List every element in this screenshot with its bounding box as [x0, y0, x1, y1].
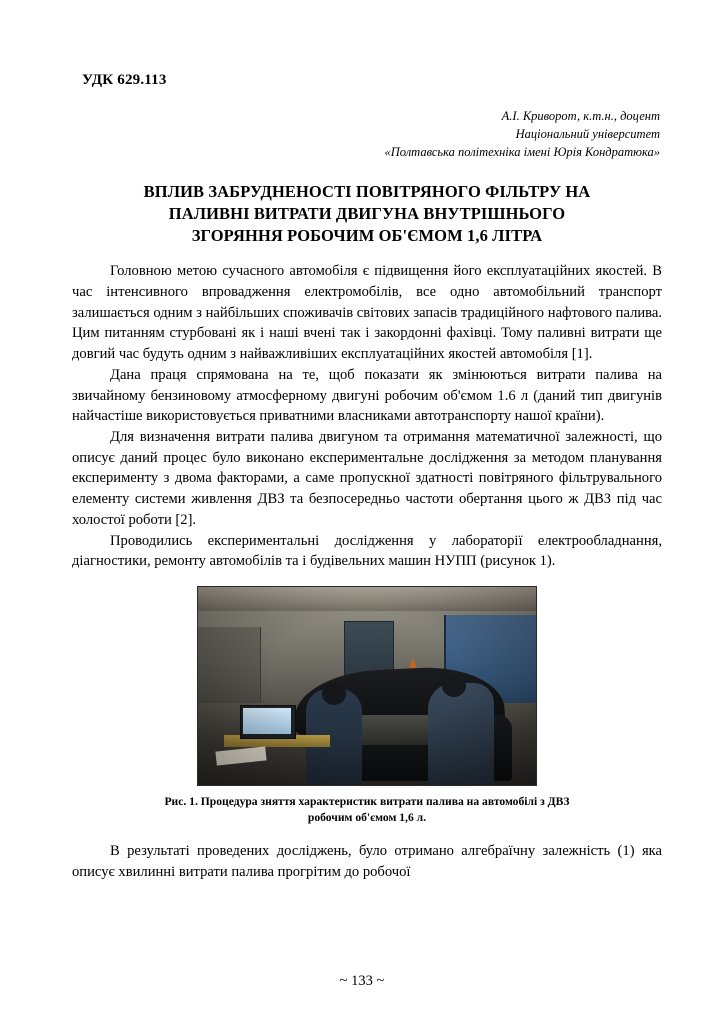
figure-1 — [164, 586, 570, 825]
title-line-1: ВПЛИВ ЗАБРУДНЕНОСТІ ПОВІТРЯНОГО ФІЛЬТРУ НА — [143, 182, 591, 202]
paragraph-1: Головною метою сучасного автомобіля є підвищення його експлуатаційних якостей. В час інтенсивного впровадження електромобілів, все одно автомобільний транспорт залишається одним з найбільших споживачів світових запасів традиційного нафтового палива. Цим питанням стурбовані як і наші вчені так і закордонні фахівці. Тому паливні витрати ще довгий час будуть одним з найважливіших експлуатаційних якостей автомобіля [1]. — [72, 263, 662, 363]
figure-image — [197, 586, 537, 786]
udk-code: УДК 629.113 — [82, 72, 167, 88]
author-affiliation-line-2: «Полтавська політехніка імені Юрія Кондратюка» — [384, 145, 660, 160]
paragraph-2: Дана праця спрямована на те, щоб показати як змінюються витрати палива на звичайному бензиновому атмосферному двигуні робочим об'ємом 1.6 л (даний тип двигунів найчастіше використовується приватними власниками автотранспорту нашої країни). — [72, 366, 662, 425]
author-name: А.І. Криворот, к.т.н., доцент — [501, 109, 660, 123]
figure-caption-line-1: Рис. 1. Процедура зняття характеристик витрати палива на автомобілі з ДВЗ — [164, 794, 570, 808]
paragraph-4: Проводились експериментальні дослідження у лабораторії електрообладнання, діагностики, ремонту автомобілів та і будівельних машин НУПП (рисунок 1). — [72, 532, 662, 570]
body-text-after-figure — [72, 841, 662, 882]
page-number: ~ 133 ~ — [339, 973, 385, 989]
author-affiliation-line-1: Національний університет — [515, 127, 660, 142]
author-block — [72, 107, 660, 161]
page-title — [78, 181, 656, 247]
figure-caption — [117, 794, 617, 825]
title-line-2: ПАЛИВНІ ВИТРАТИ ДВИГУНА ВНУТРІШНЬОГО — [168, 204, 566, 224]
photo-vignette — [198, 587, 536, 785]
paragraph-3: Для визначення витрати палива двигуном та отримання математичної залежності, що описує даний процес було виконано експериментальне дослідження за методом планування експерименту з двома факторами, а саме пропускної здатності повітряного фільтрувального елементу системи живлення ДВЗ та безпосередньо частоти обертання цього ж ДВЗ під час холостої роботи [2]. — [72, 428, 662, 528]
title-line-3: ЗГОРЯННЯ РОБОЧИМ ОБ'ЄМОМ 1,6 ЛІТРА — [191, 226, 543, 246]
figure-caption-line-2: робочим об'ємом 1,6 л. — [307, 810, 427, 824]
body-text — [72, 261, 662, 572]
paragraph-5: В результаті проведених досліджень, було отримано алгебраїчну залежність (1) яка описує хвилинні витрати палива прогрітим до робочої — [72, 843, 662, 880]
